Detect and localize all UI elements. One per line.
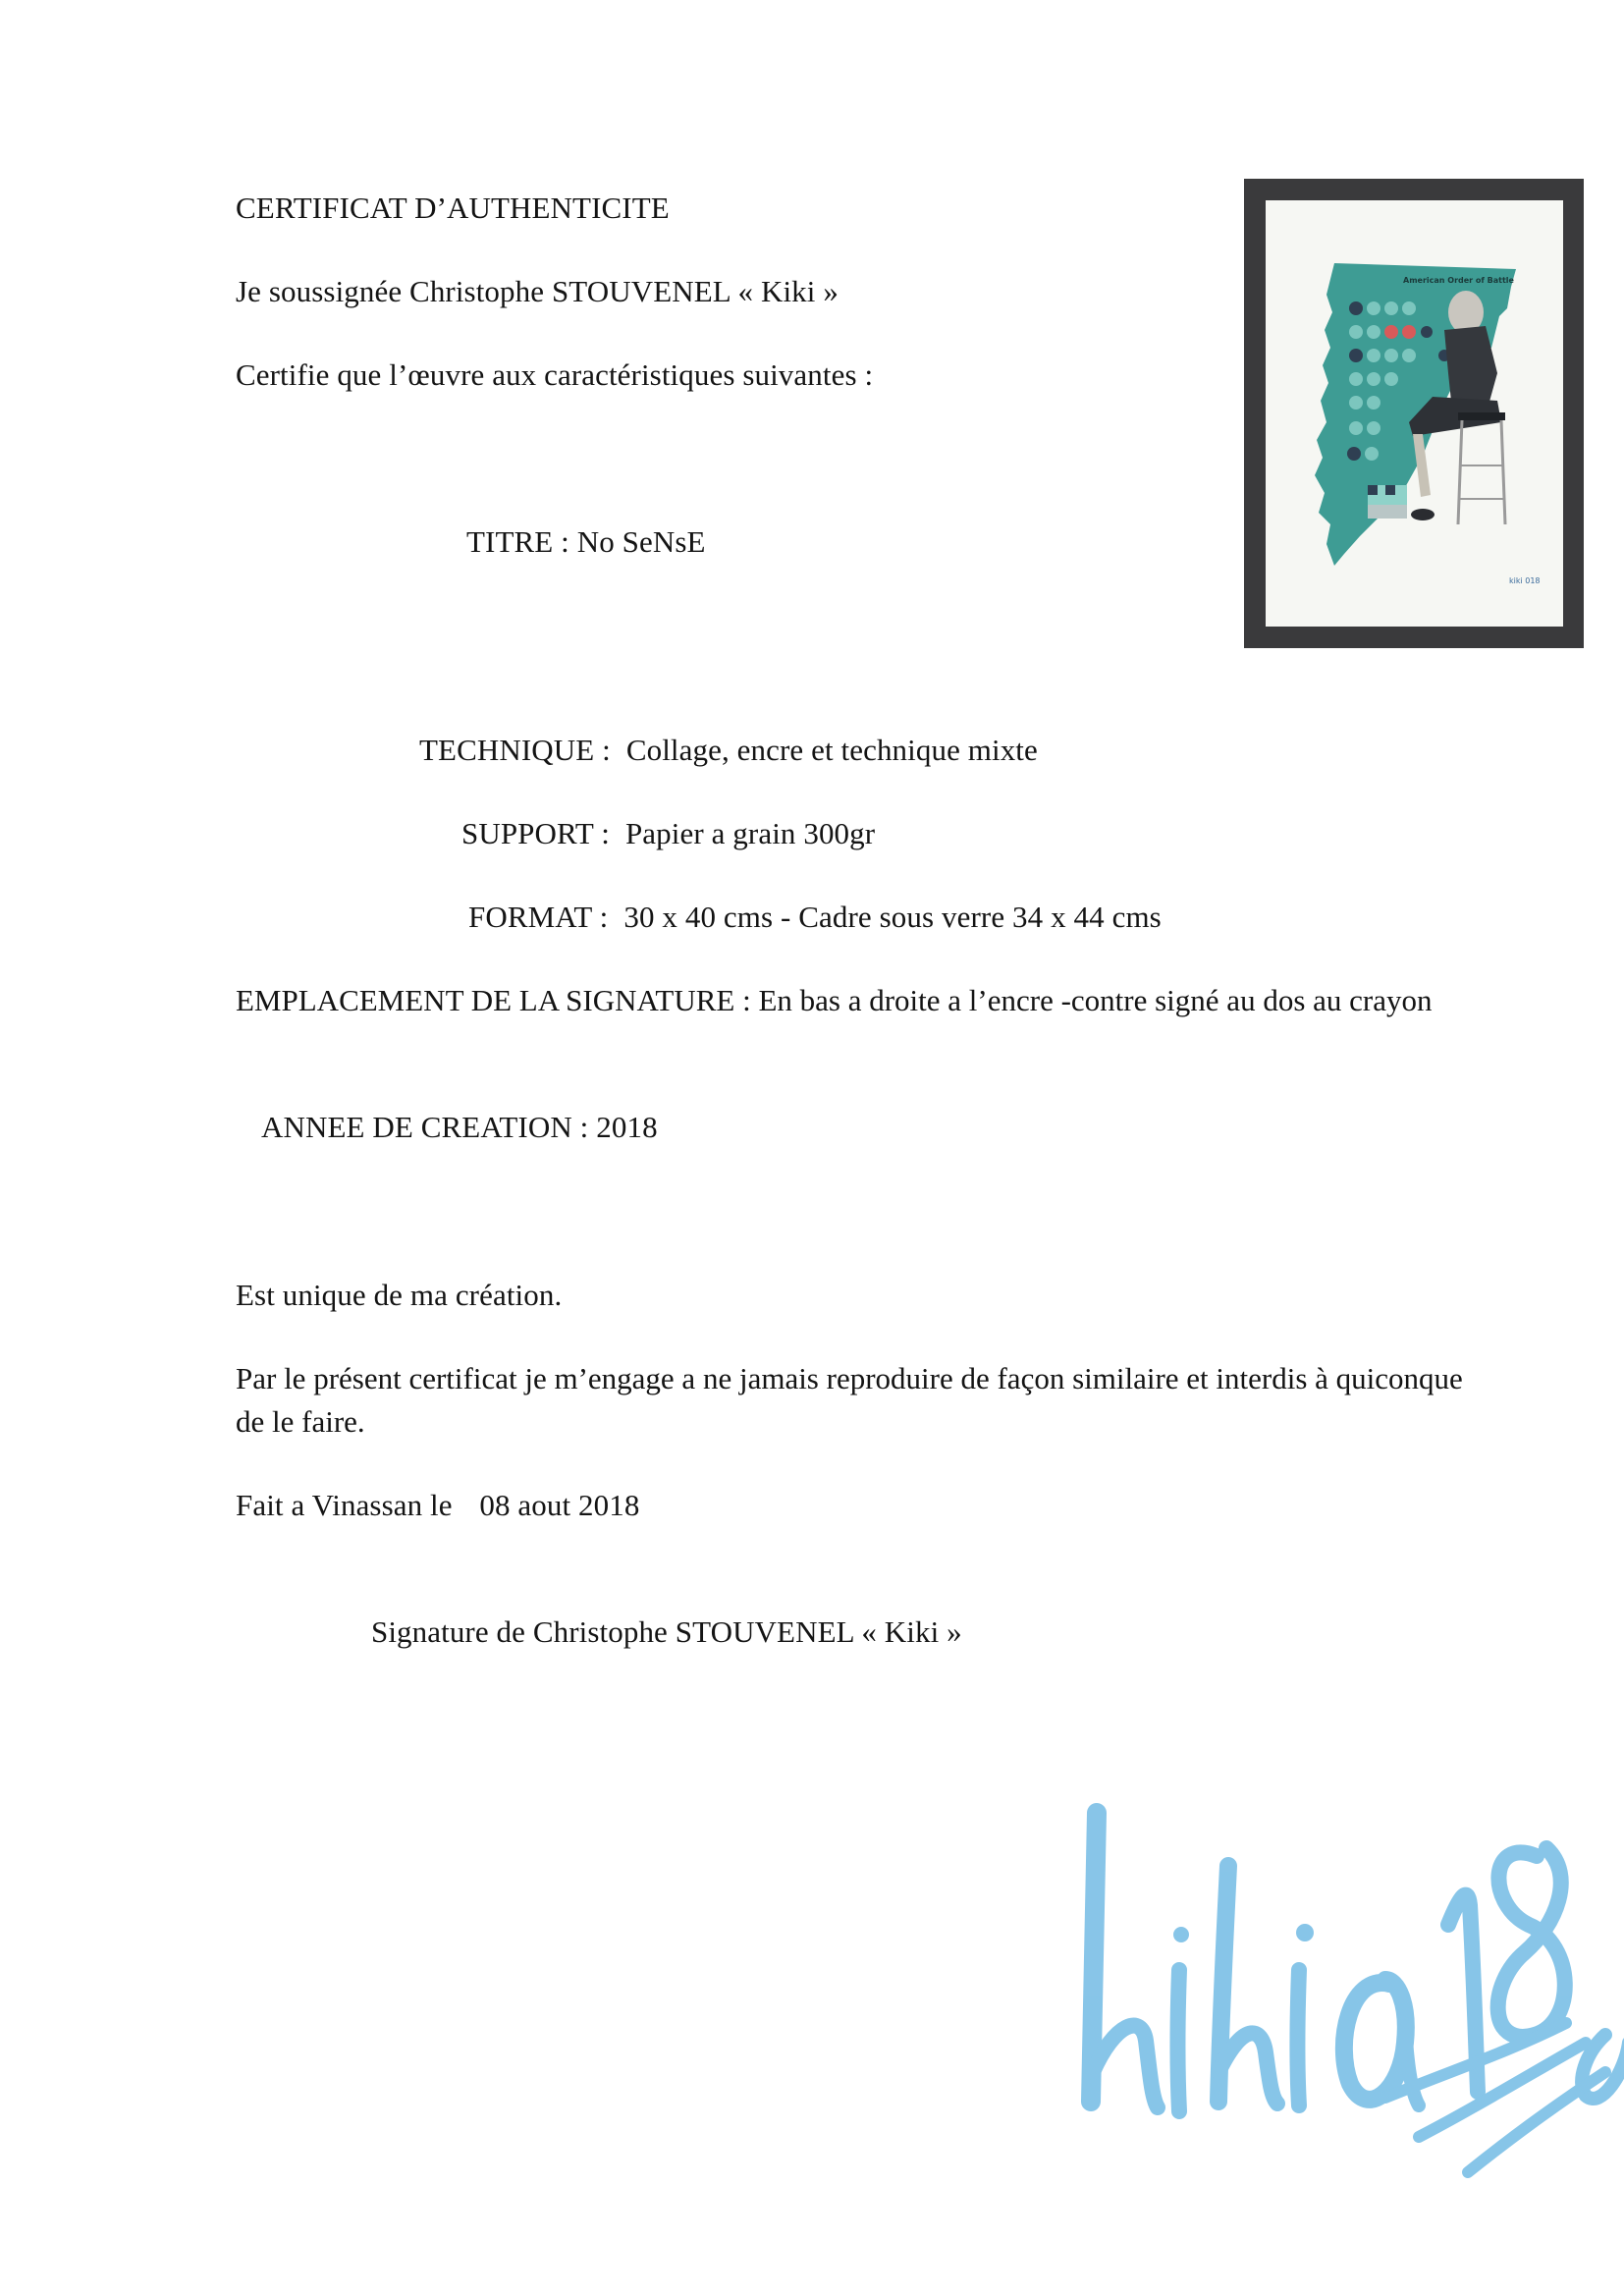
- signatory-line: Je soussignée Christophe STOUVENEL « Kiki »: [236, 274, 839, 308]
- titre-label: TITRE :: [466, 524, 569, 559]
- support-field: [461, 812, 875, 855]
- artwork-collage: [1266, 200, 1563, 627]
- collage-heading: American Order of Battle: [1403, 276, 1514, 285]
- titre-field: [466, 520, 706, 564]
- support-label: SUPPORT :: [461, 816, 610, 850]
- annee-value: 2018: [596, 1110, 658, 1144]
- certifies-line: Certifie que l’œuvre aux caractéristiques suivantes :: [236, 357, 874, 392]
- place-date-prefix: Fait a Vinassan le: [236, 1488, 453, 1522]
- emplacement-field: [236, 979, 1473, 1022]
- artwork-paper: [1266, 200, 1563, 627]
- annee-label: ANNEE DE CREATION :: [261, 1110, 589, 1144]
- support-value: Papier a grain 300gr: [624, 816, 876, 850]
- certificate-title: CERTIFICAT D’AUTHENTICITE: [236, 191, 670, 225]
- signature-caption: Signature de Christophe STOUVENEL « Kiki »: [371, 1614, 962, 1649]
- collage-signature: kiki 018: [1509, 576, 1541, 585]
- emplacement-value: En bas a droite a l’encre -contre signé au dos au crayon: [758, 983, 1433, 1017]
- format-label: FORMAT :: [468, 900, 609, 934]
- emplacement-label: EMPLACEMENT DE LA SIGNATURE :: [236, 983, 751, 1017]
- technique-value: Collage, encre et technique mixte: [625, 733, 1038, 767]
- technique-field: [419, 729, 1038, 772]
- format-value: 30 x 40 cms - Cadre sous verre 34 x 44 cms: [623, 900, 1162, 934]
- handwritten-signature: [1056, 1777, 1624, 2190]
- unique-line: Est unique de ma création.: [236, 1278, 563, 1312]
- titre-value: No SeNsE: [576, 524, 706, 559]
- place-date-value: 08 aout 2018: [479, 1488, 640, 1522]
- technique-label: TECHNIQUE :: [419, 733, 611, 767]
- annee-field: [261, 1106, 658, 1149]
- artwork-thumbnail: [1244, 179, 1584, 648]
- format-field: [468, 896, 1162, 939]
- collage-blocks: [1368, 485, 1407, 519]
- place-date: [236, 1484, 639, 1527]
- engagement-text: Par le présent certificat je m’engage a ne jamais reproduire de façon similaire et interdis à quiconque de le faire.: [236, 1361, 1463, 1439]
